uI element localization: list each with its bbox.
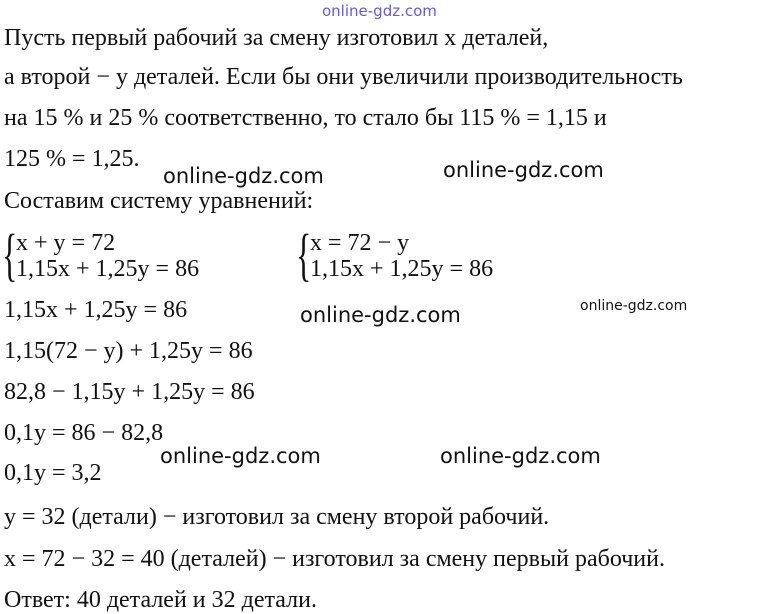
system-2-equation-1: x = 72 − y <box>310 230 410 256</box>
watermark-top: online-gdz.com <box>322 2 437 20</box>
system-2-equation-2: 1,15x + 1,25y = 86 <box>310 256 494 282</box>
system-1-equation-1: x + y = 72 <box>16 230 116 256</box>
step-2: 1,15(72 − y) + 1,25y = 86 <box>4 338 253 364</box>
text-line-5: Составим систему уравнений: <box>4 188 314 214</box>
text-line-3: на 15 % и 25 % соответственно, то стало бы 115 % = 1,15 и <box>4 105 607 131</box>
watermark: online-gdz.com <box>443 158 604 182</box>
step-5: 0,1y = 3,2 <box>4 460 102 486</box>
text-line-4: 125 % = 1,25. <box>4 146 140 172</box>
text-line-1: Пусть первый рабочий за смену изготовил x деталей, <box>4 25 549 51</box>
watermark: online-gdz.com <box>440 444 601 468</box>
step-1: 1,15x + 1,25y = 86 <box>4 297 188 323</box>
step-6: y = 32 (детали) − изготовил за смену второй рабочий. <box>4 504 550 530</box>
brace-left-icon: { <box>2 222 18 287</box>
step-3: 82,8 − 1,15y + 1,25y = 86 <box>4 379 255 405</box>
watermark: online-gdz.com <box>160 444 321 468</box>
watermark: online-gdz.com <box>300 303 461 327</box>
answer-line: Ответ: 40 деталей и 32 детали. <box>4 587 317 613</box>
equation-system-1 <box>2 222 200 287</box>
system-1-equation-2: 1,15x + 1,25y = 86 <box>16 256 200 282</box>
text-line-2: а второй − y деталей. Если бы они увеличили производительность <box>4 64 683 90</box>
brace-left-icon: { <box>296 222 312 287</box>
step-4: 0,1y = 86 − 82,8 <box>4 420 164 446</box>
step-7: x = 72 − 32 = 40 (деталей) − изготовил за смену первый рабочий. <box>4 546 665 572</box>
watermark: online-gdz.com <box>580 298 688 314</box>
watermark: online-gdz.com <box>163 164 324 188</box>
equation-system-2 <box>296 222 494 287</box>
